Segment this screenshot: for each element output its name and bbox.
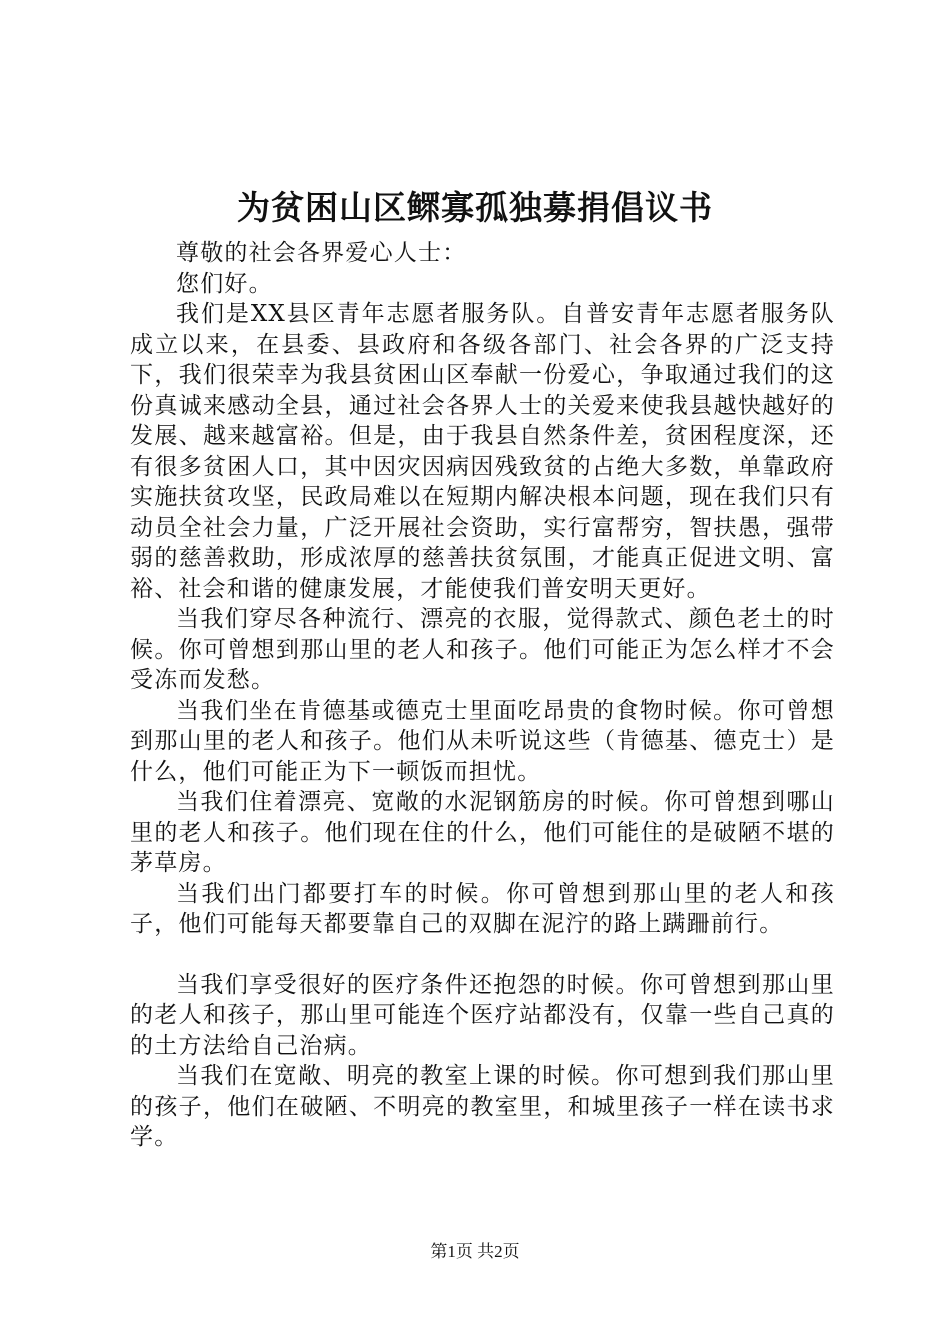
salutation: 尊敬的社会各界爱心人士： — [176, 240, 467, 266]
paragraph-transport: 当我们出门都要打车的时候。你可曾想到那山里的老人和孩子，他们可能每天都要靠自己的双脚在泥泞的路上蹒跚前行。 — [130, 880, 835, 937]
paragraph-food: 当我们坐在肯德基或德克士里面吃昂贵的食物时候。你可曾想到那山里的老人和孩子。他们从未听说这些（肯德基、德克士）是什么，他们可能正为下一顿饭而担忧。 — [130, 697, 835, 785]
greeting: 您们好。 — [176, 270, 273, 297]
paragraph-medical: 当我们享受很好的医疗条件还抱怨的时候。你可曾想到那山里的老人和孩子，那山里可能连个医疗站都没有，仅靠一些自己真的的土方法给自己治病。 — [130, 971, 835, 1059]
paragraph-clothing: 当我们穿尽各种流行、漂亮的衣服，觉得款式、颜色老土的时候。你可曾想到那山里的老人和孩子。他们可能正为怎么样才不会受冻而发愁。 — [130, 606, 835, 693]
page-footer: 第1页 共2页 — [430, 1242, 520, 1261]
document-body — [130, 238, 835, 1153]
document-title: 为贫困山区鳏寡孤独募捐倡议书 — [237, 188, 713, 227]
paragraph-housing: 当我们住着漂亮、宽敞的水泥钢筋房的时候。你可曾想到哪山里的老人和孩子。他们现在住的什么，他们可能住的是破陋不堪的茅草房。 — [130, 789, 835, 876]
paragraph-education: 当我们在宽敞、明亮的教室上课的时候。你可想到我们那山里的孩子，他们在破陋、不明亮的教室里，和城里孩子一样在读书求学。 — [130, 1063, 835, 1150]
paragraph-intro: 我们是XX县区青年志愿者服务队。自普安青年志愿者服务队成立以来，在县委、县政府和各级各部门、社会各界的广泛支持下，我们很荣幸为我县贫困山区奉献一份爱心，争取通过我们的这份真诚来感动全县，通过社会各界人士的关爱来使我县越快越好的发展、越来越富裕。但是，由于我县自然条件差，贫困程度深，还有很多贫困人口，其中因灾因病因残致贫的占绝大多数，单靠政府实施扶贫攻坚，民政局难以在短期内解决根本问题，现在我们只有动员全社会力量，广泛开展社会资助，实行富帮穷，智扶愚，强带弱的慈善救助，形成浓厚的慈善扶贫氛围，才能真正促进文明、富裕、社会和谐的健康发展，才能使我们普安明天更好。 — [130, 301, 835, 602]
